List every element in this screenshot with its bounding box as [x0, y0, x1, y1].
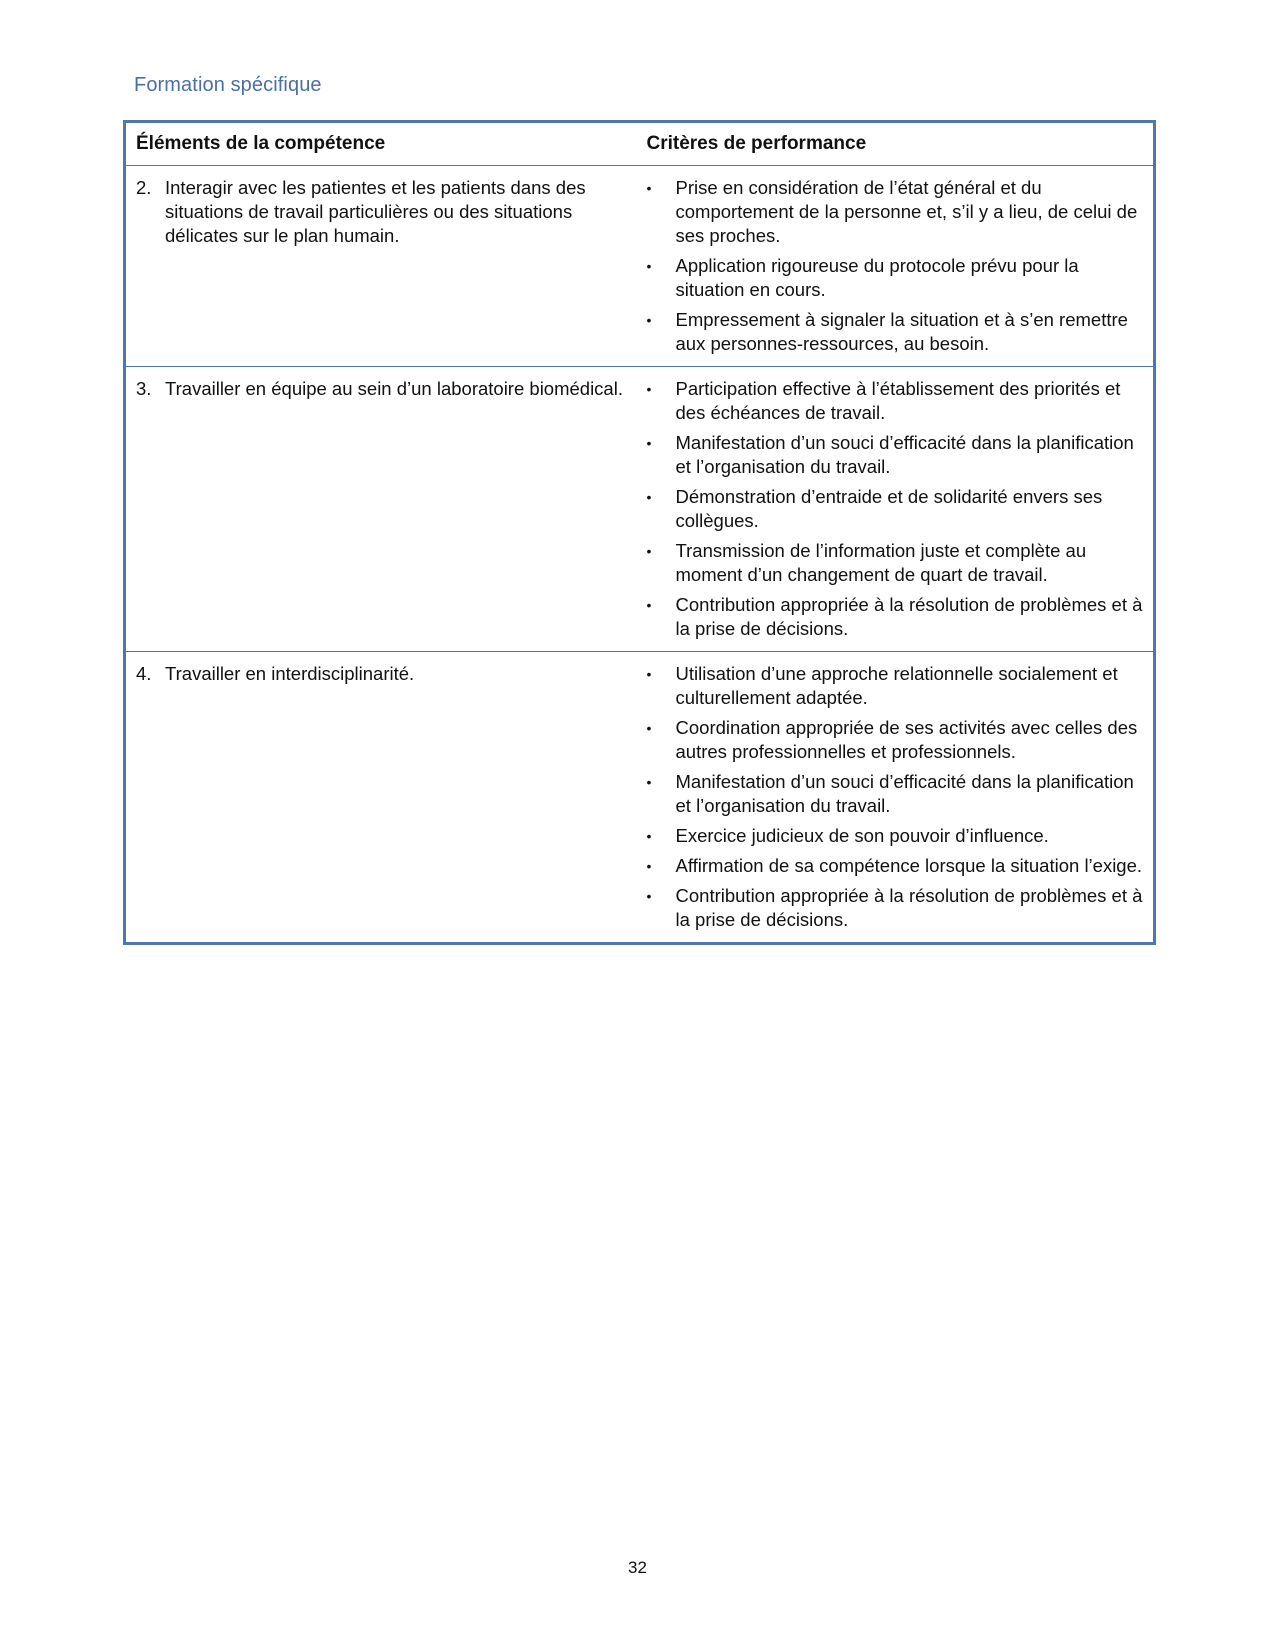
page-title: Formation spécifique: [134, 74, 322, 96]
criteria-text: Coordination appropriée de ses activités avec celles des autres professionnelles et professionnels.: [675, 717, 1138, 762]
element-item: [136, 662, 627, 686]
criteria-item: [647, 716, 1144, 764]
criteria-item: [647, 884, 1144, 932]
criteria-text: Transmission de l’information juste et complète au moment d’un changement de quart de travail.: [675, 540, 1087, 585]
bullet-icon: •: [646, 666, 652, 682]
header-criteria: Critères de performance: [637, 122, 1155, 166]
criteria-text: Prise en considération de l’état général et du comportement de la personne et, s’il y a lieu, de celui de ses proches.: [675, 177, 1138, 246]
element-cell: [125, 367, 637, 652]
criteria-text: Exercice judicieux de son pouvoir d’influence.: [675, 825, 1049, 846]
table-row: [125, 367, 1155, 652]
criteria-text: Manifestation d’un souci d’efficacité dans la planification et l’organisation du travail.: [675, 771, 1134, 816]
competence-table: [123, 120, 1156, 945]
criteria-list: [647, 176, 1144, 356]
criteria-cell: [637, 166, 1155, 367]
bullet-icon: •: [646, 180, 652, 196]
criteria-item: [647, 431, 1144, 479]
element-item: [136, 176, 627, 248]
page-number: 32: [628, 1558, 647, 1577]
criteria-cell: [637, 367, 1155, 652]
bullet-icon: •: [646, 597, 652, 613]
bullet-icon: •: [646, 888, 652, 904]
bullet-icon: •: [646, 720, 652, 736]
table-row: [125, 652, 1155, 944]
criteria-item: [647, 254, 1144, 302]
criteria-item: [647, 308, 1144, 356]
element-number: 2.: [136, 177, 152, 198]
header-elements: Éléments de la compétence: [125, 122, 637, 166]
bullet-icon: •: [646, 435, 652, 451]
criteria-item: [647, 854, 1144, 878]
bullet-icon: •: [646, 312, 652, 328]
element-number: 3.: [136, 378, 152, 399]
criteria-item: [647, 377, 1144, 425]
criteria-text: Participation effective à l’établissement des priorités et des échéances de travail.: [675, 378, 1121, 423]
criteria-item: [647, 539, 1144, 587]
table-header-row: [125, 122, 1155, 166]
element-number: 4.: [136, 663, 152, 684]
bullet-icon: •: [646, 258, 652, 274]
element-text: Travailler en interdisciplinarité.: [165, 663, 415, 684]
bullet-icon: •: [646, 774, 652, 790]
criteria-text: Contribution appropriée à la résolution de problèmes et à la prise de décisions.: [675, 594, 1143, 639]
criteria-cell: [637, 652, 1155, 944]
element-cell: [125, 652, 637, 944]
criteria-text: Empressement à signaler la situation et à s’en remettre aux personnes-ressources, au besoin.: [675, 309, 1128, 354]
bullet-icon: •: [646, 381, 652, 397]
criteria-text: Manifestation d’un souci d’efficacité dans la planification et l’organisation du travail.: [675, 432, 1134, 477]
criteria-text: Contribution appropriée à la résolution de problèmes et à la prise de décisions.: [675, 885, 1143, 930]
criteria-item: [647, 485, 1144, 533]
criteria-item: [647, 824, 1144, 848]
criteria-item: [647, 176, 1144, 248]
element-cell: [125, 166, 637, 367]
bullet-icon: •: [646, 489, 652, 505]
element-text: Travailler en équipe au sein d’un laboratoire biomédical.: [165, 378, 623, 399]
element-text: Interagir avec les patientes et les patients dans des situations de travail particulières ou des situations délicates sur le plan humain.: [165, 177, 586, 246]
bullet-icon: •: [646, 543, 652, 559]
element-item: [136, 377, 627, 401]
bullet-icon: •: [646, 858, 652, 874]
criteria-list: [647, 377, 1144, 641]
criteria-text: Application rigoureuse du protocole prévu pour la situation en cours.: [675, 255, 1079, 300]
criteria-text: Démonstration d’entraide et de solidarité envers ses collègues.: [675, 486, 1103, 531]
table-row: [125, 166, 1155, 367]
criteria-text: Affirmation de sa compétence lorsque la situation l’exige.: [675, 855, 1143, 876]
criteria-text: Utilisation d’une approche relationnelle socialement et culturellement adaptée.: [675, 663, 1118, 708]
bullet-icon: •: [646, 828, 652, 844]
criteria-item: [647, 593, 1144, 641]
criteria-item: [647, 662, 1144, 710]
criteria-item: [647, 770, 1144, 818]
criteria-list: [647, 662, 1144, 932]
